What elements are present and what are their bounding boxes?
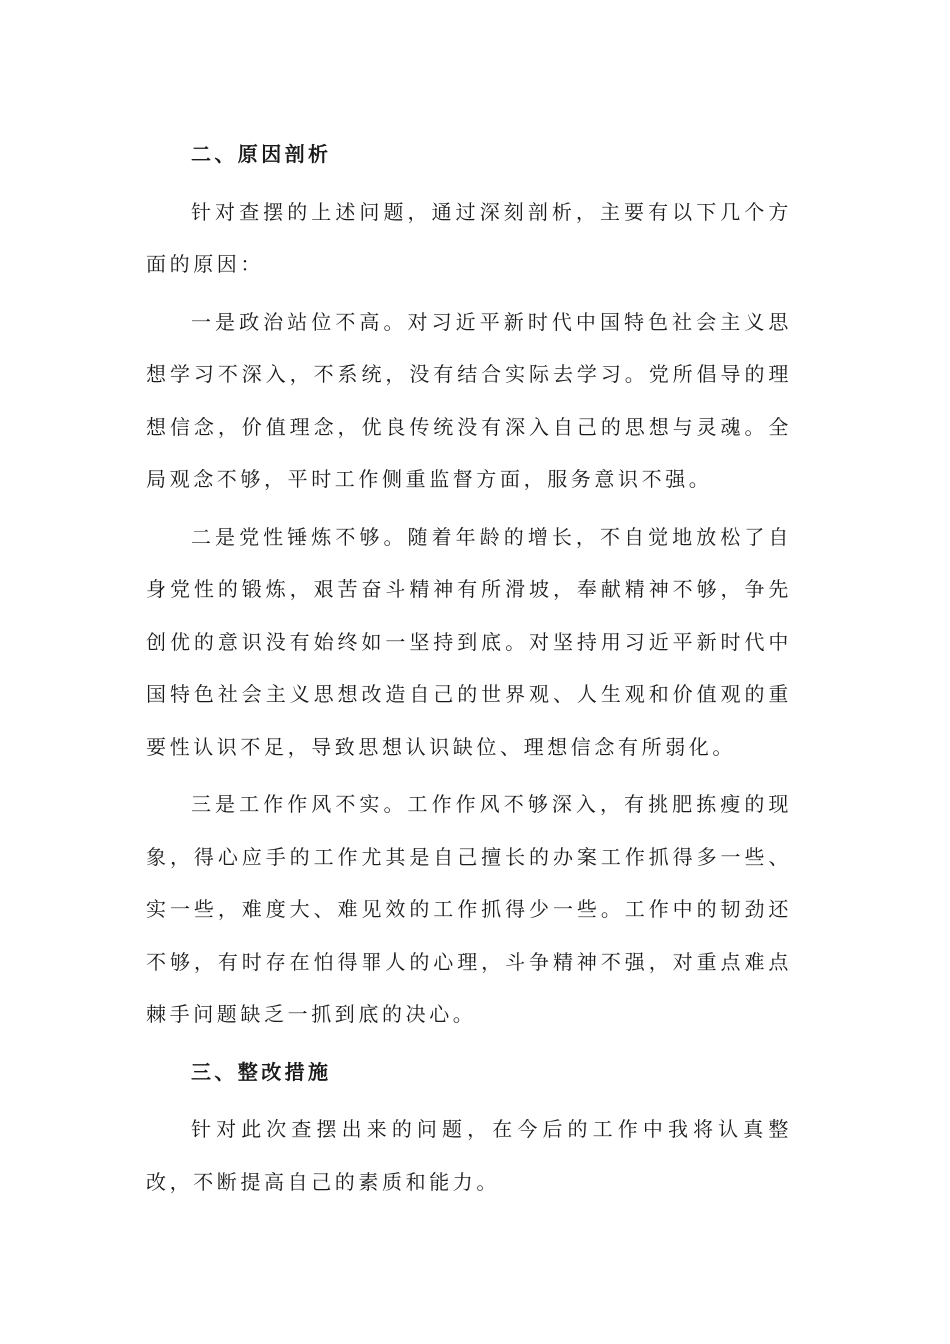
section-heading-rectification: 三、整改措施	[191, 1059, 332, 1084]
paragraph-intro: 针对查摆的上述问题，通过深刻剖析，主要有以下几个方面的原因：	[146, 199, 792, 276]
paragraph-rectification-intro: 针对此次查摆出来的问题，在今后的工作中我将认真整改，不断提高自己的素质和能力。	[146, 1117, 792, 1194]
paragraph-political-stance: 一是政治站位不高。对习近平新时代中国特色社会主义思想学习不深入，不系统，没有结合实际去学习。党所倡导的理想信念，价值理念，优良传统没有深入自己的思想与灵魂。全局观念不够，平时工作侧重监督方面，服务意识不强。	[146, 309, 792, 491]
paragraph-party-spirit: 二是党性锤炼不够。随着年龄的增长，不自觉地放松了自身党性的锻炼，艰苦奋斗精神有所滑坡，奉献精神不够，争先创优的意识没有始终如一坚持到底。对坚持用习近平新时代中国特色社会主义思想改造自己的世界观、人生观和价值观的重要性认识不足，导致思想认识缺位、理想信念有所弱化。	[146, 524, 792, 759]
paragraph-work-style: 三是工作作风不实。工作作风不够深入，有挑肥拣瘦的现象，得心应手的工作尤其是自己擅长的办案工作抓得多一些、实一些，难度大、难见效的工作抓得少一些。工作中的韧劲还不够，有时存在怕得罪人的心理，斗争精神不强，对重点难点棘手问题缺乏一抓到底的决心。	[146, 792, 792, 1026]
document-body	[146, 128, 792, 1208]
section-heading-cause-analysis: 二、原因剖析	[191, 142, 332, 166]
